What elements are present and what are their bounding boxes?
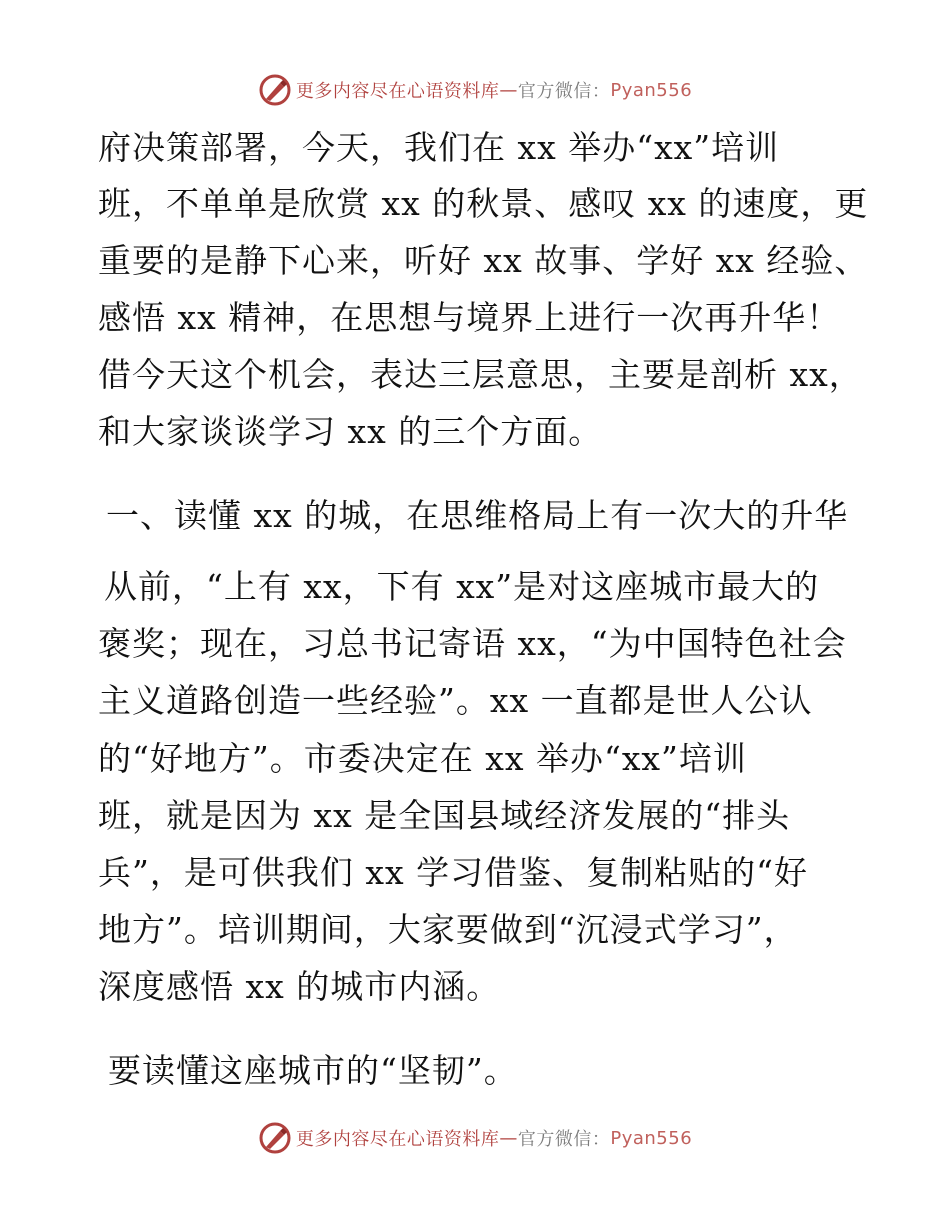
body-line: 府决策部署，今天，我们在 xx 举办“xx”培训 bbox=[98, 128, 780, 167]
footer-watermark bbox=[0, 1118, 950, 1158]
section-heading: 一、读懂 xx 的城，在思维格局上有一次大的升华 bbox=[106, 496, 849, 535]
watermark-dash: — bbox=[499, 1127, 518, 1149]
header-watermark bbox=[0, 70, 950, 110]
section-line: 地方”。培训期间，大家要做到“沉浸式学习”， bbox=[98, 910, 798, 949]
section-line: 班，就是因为 xx 是全国县域经济发展的“排头 bbox=[98, 796, 791, 835]
section-line: 从前，“上有 xx，下有 xx”是对这座城市最大的 bbox=[104, 567, 820, 606]
final-line: 要读懂这座城市的“坚韧”。 bbox=[108, 1051, 518, 1090]
body-line: 借今天这个机会，表达三层意思，主要是剖析 xx， bbox=[98, 355, 863, 394]
pen-logo-icon bbox=[258, 1121, 292, 1155]
section-line: 的“好地方”。市委决定在 xx 举办“xx”培训 bbox=[98, 739, 747, 778]
body-line: 感悟 xx 精神，在思想与境界上进行一次再升华！ bbox=[98, 298, 841, 337]
watermark-wechat-id: Pyan556 bbox=[610, 79, 693, 101]
section-line: 褒奖；现在，习总书记寄语 xx，“为中国特色社会 bbox=[98, 624, 847, 663]
watermark-text: 更多内容尽在心语资料库 bbox=[295, 1129, 500, 1150]
watermark-wechat-id: Pyan556 bbox=[610, 1127, 693, 1149]
watermark-wechat-label: 官方微信： bbox=[517, 1129, 611, 1150]
body-line: 重要的是静下心来，听好 xx 故事、学好 xx 经验、 bbox=[98, 241, 869, 280]
watermark-wechat-label: 官方微信： bbox=[517, 81, 611, 102]
section-line: 主义道路创造一些经验”。xx 一直都是世人公认 bbox=[98, 681, 813, 720]
body-line: 和大家谈谈学习 xx 的三个方面。 bbox=[98, 412, 603, 451]
section-line: 深度感悟 xx 的城市内涵。 bbox=[98, 967, 501, 1006]
pen-logo-icon bbox=[258, 73, 292, 107]
watermark-dash: — bbox=[499, 79, 518, 101]
watermark-text: 更多内容尽在心语资料库 bbox=[295, 81, 500, 102]
body-line: 班，不单单是欣赏 xx 的秋景、感叹 xx 的速度，更 bbox=[98, 184, 869, 223]
section-line: 兵”，是可供我们 xx 学习借鉴、复制粘贴的“好 bbox=[98, 853, 808, 892]
